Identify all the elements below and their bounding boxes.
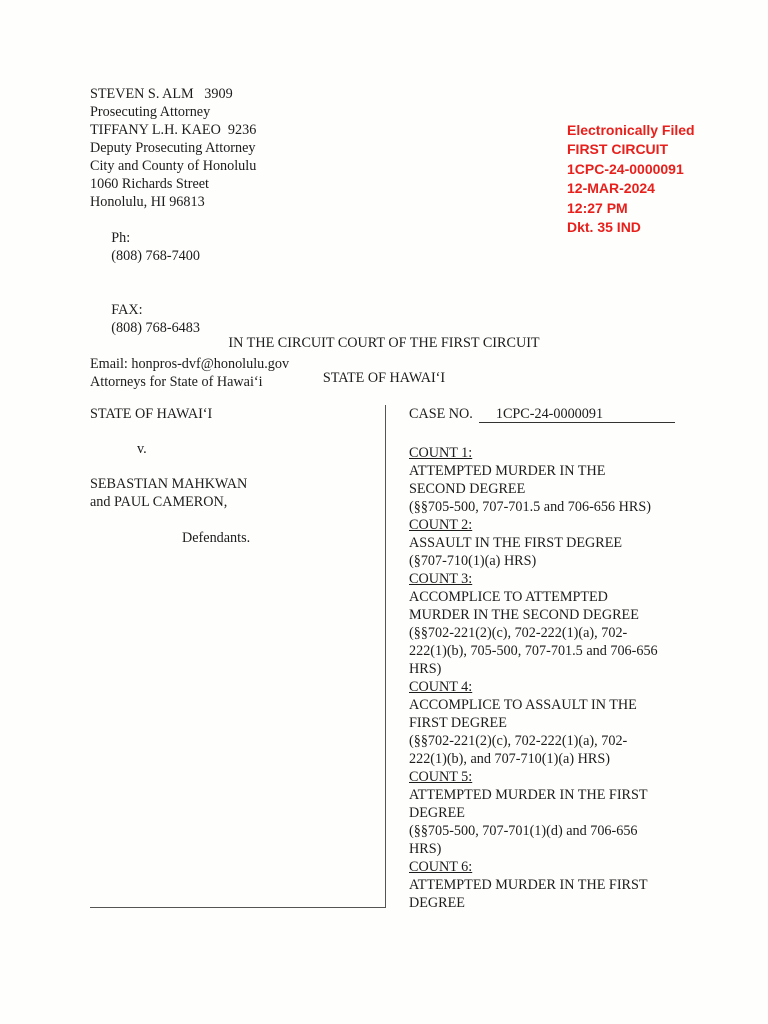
state-title [0,370,768,387]
electronic-filing-stamp [567,121,747,237]
phone-row [90,211,350,283]
count-item [409,768,709,858]
count-line: DEGREE [409,805,465,821]
attorney-line: TIFFANY L.H. KAEO 9236 [90,122,257,138]
count-line: 222(1)(b), and 707-710(1)(a) HRS) [409,751,610,767]
court-title [0,335,768,352]
state-title-text: STATE OF HAWAI‘I [322,370,446,386]
attorney-line: City and County of Honolulu [90,158,257,174]
stamp-line: FIRST CIRCUIT [567,141,669,158]
case-number-value: 1CPC-24-0000091 [479,407,675,423]
stamp-line: 1CPC-24-0000091 [567,160,684,177]
count-line: (§§705-500, 707-701.5 and 706-656 HRS) [409,499,651,515]
count-line: ATTEMPTED MURDER IN THE FIRST [409,877,648,893]
caption-vertical-divider [385,405,386,908]
attorney-line: Prosecuting Attorney [90,104,211,120]
count-line: ACCOMPLICE TO ASSAULT IN THE [409,697,637,713]
count-line: SECOND DEGREE [409,481,526,497]
count-line: ACCOMPLICE TO ATTEMPTED [409,589,608,605]
attorney-line: Honolulu, HI 96813 [90,194,205,210]
count-line: MURDER IN THE SECOND DEGREE [409,607,639,623]
email-line: Email: honpros-dvf@honolulu.gov [90,356,290,372]
plaintiff-name: STATE OF HAWAI‘I [90,406,213,422]
case-number-row [409,405,709,423]
count-line: HRS) [409,841,442,857]
fax-value: (808) 768-6483 [111,320,200,336]
case-caption-details [409,405,709,912]
defendant-line: SEBASTIAN MAHKWAN [90,476,248,492]
phone-value: (808) 768-7400 [111,248,200,264]
attorney-line: STEVEN S. ALM 3909 [90,86,233,102]
count-item [409,444,709,516]
count-item [409,678,709,768]
count-item [409,516,709,570]
count-line: (§§702-221(2)(c), 702-222(1)(a), 702- [409,733,628,749]
attorney-line: Deputy Prosecuting Attorney [90,140,256,156]
count-line: ATTEMPTED MURDER IN THE FIRST [409,787,648,803]
attorneys-for-line: Attorneys for State of Hawai‘i [90,374,263,390]
count-heading: COUNT 3: [409,571,473,587]
count-item [409,858,709,912]
court-title-text: IN THE CIRCUIT COURT OF THE FIRST CIRCUIT [228,335,540,351]
count-line: (§§702-221(2)(c), 702-222(1)(a), 702- [409,625,628,641]
fax-label: FAX: [111,302,143,318]
count-line: HRS) [409,661,442,677]
defendants-label: Defendants. [182,530,251,546]
phone-label: Ph: [111,230,131,246]
versus-text: v. [137,441,147,457]
stamp-line: Electronically Filed [567,122,695,138]
stamp-line: 12-MAR-2024 [567,180,655,197]
stamp-line: Dkt. 35 IND [567,219,641,236]
count-heading: COUNT 5: [409,769,473,785]
count-line: (§§705-500, 707-701(1)(d) and 706-656 [409,823,638,839]
count-line: (§707-710(1)(a) HRS) [409,553,537,569]
case-caption-parties [90,405,370,547]
count-heading: COUNT 1: [409,445,473,461]
case-number-label: CASE NO. [409,406,473,422]
count-line: DEGREE [409,895,465,911]
caption-bottom-divider [90,907,386,908]
counts-list [409,444,709,912]
count-line: ATTEMPTED MURDER IN THE [409,463,606,479]
count-line: ASSAULT IN THE FIRST DEGREE [409,535,623,551]
count-heading: COUNT 4: [409,679,473,695]
defendant-names [90,475,370,511]
attorney-line: 1060 Richards Street [90,176,209,192]
count-heading: COUNT 2: [409,517,473,533]
stamp-line: 12:27 PM [567,199,628,216]
count-item [409,570,709,678]
count-heading: COUNT 6: [409,859,473,875]
count-line: FIRST DEGREE [409,715,507,731]
count-line: 222(1)(b), 705-500, 707-701.5 and 706-656 [409,643,658,659]
defendant-line: and PAUL CAMERON, [90,494,228,510]
